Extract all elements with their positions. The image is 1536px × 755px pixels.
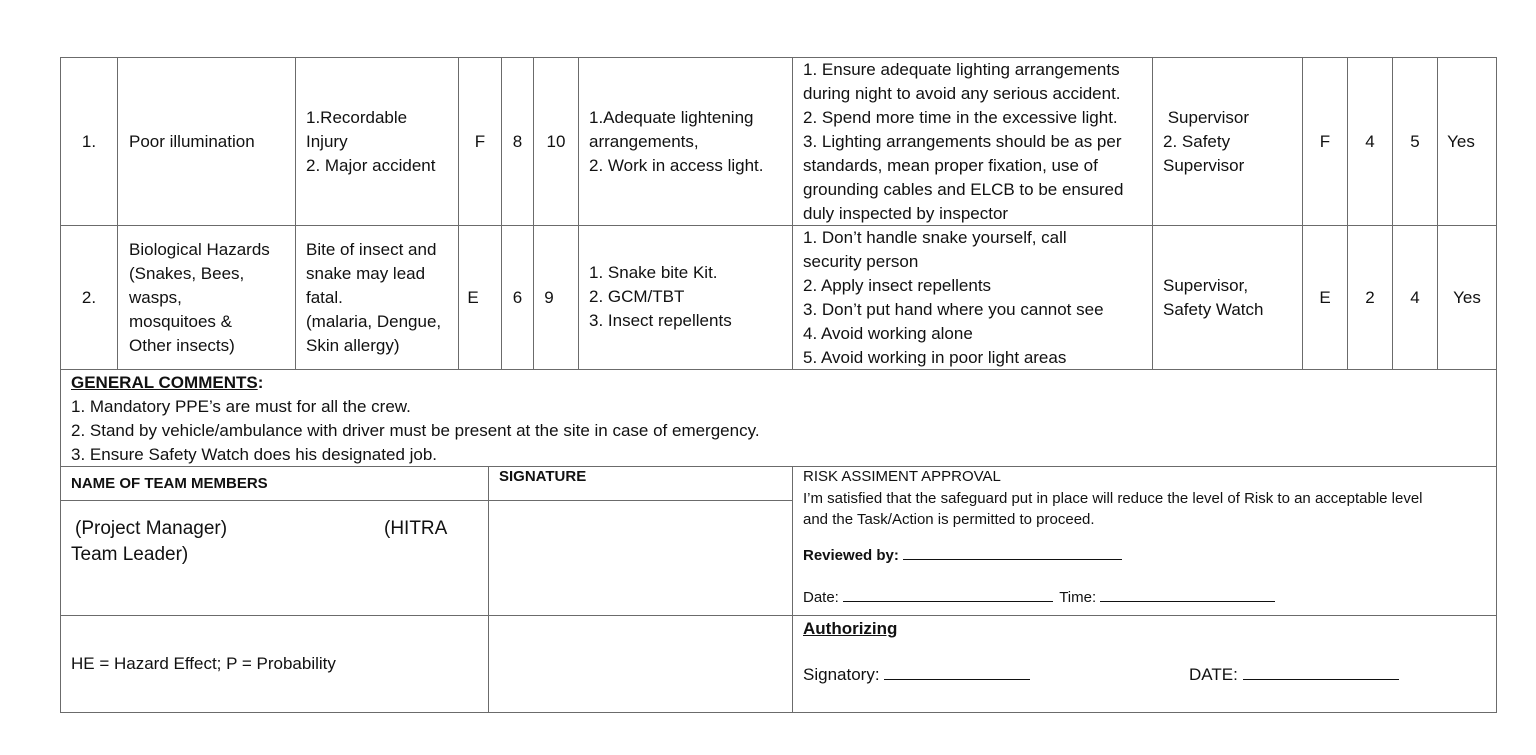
risk-value: 10 (546, 131, 566, 151)
signatory-line[interactable] (884, 663, 1030, 680)
date-time-field[interactable] (803, 585, 1275, 609)
time-label: Time: (1059, 589, 1097, 606)
team-member-project-manager: (Project Manager) (75, 518, 228, 539)
hazard-effect-cell: 1.Recordable Injury 2. Major accident (306, 107, 436, 175)
acceptable-value: Yes (1453, 287, 1481, 307)
date-label: Date: (803, 589, 839, 606)
team-members-header: NAME OF TEAM MEMBERS (71, 475, 268, 492)
comment-item: 3. Ensure Safety Watch does his designated job. (71, 445, 438, 464)
authorizing-heading: Authorizing (803, 619, 898, 638)
approval-header: RISK ASSIMENT APPROVAL (803, 468, 1001, 485)
responsible-cell: Supervisor 2. Safety Supervisor (1163, 107, 1249, 175)
authorizing-date-line[interactable] (1243, 663, 1399, 680)
responsible-cell: Supervisor, Safety Watch (1163, 275, 1264, 319)
approval-statement: and the Task/Action is permitted to proceed. (803, 511, 1095, 528)
residual-risk-value: 5 (1410, 131, 1420, 151)
p-value: 6 (512, 287, 523, 307)
additional-controls-cell: 1. Ensure adequate lighting arrangements during night to avoid any serious accident. 2. Spend more time in the excessive light. 3. Lighting arrangements should be as per standards, mean proper fixation, use of grounding cables and ELCB to be ensured duly inspected by inspector (803, 59, 1124, 223)
existing-controls-cell: 1. Snake bite Kit. 2. GCM/TBT 3. Insect repellents (589, 262, 732, 330)
authorizing-date-field[interactable] (1189, 663, 1399, 687)
additional-controls-cell: 1. Don’t handle snake yourself, call security person 2. Apply insect repellents 3. Don’t put hand where you cannot see 4. Avoid working alone 5. Avoid working in poor light areas (803, 227, 1104, 367)
residual-he-value: E (1319, 287, 1331, 307)
signatory-field[interactable] (803, 663, 1030, 687)
risk-value: 9 (544, 287, 554, 307)
legend-text: HE = Hazard Effect; P = Probability (71, 654, 336, 673)
existing-controls-cell: 1.Adequate lightening arrangements, 2. Work in access light. (589, 107, 764, 175)
authorizing-date-label: DATE: (1189, 665, 1238, 684)
residual-p-value: 4 (1365, 131, 1375, 151)
comment-item: 2. Stand by vehicle/ambulance with driver must be present at the site in case of emergency. (71, 421, 760, 440)
residual-he-value: F (1319, 131, 1331, 151)
residual-risk-value: 4 (1410, 287, 1420, 307)
he-value: F (474, 131, 486, 151)
signatory-label: Signatory: (803, 665, 880, 684)
p-value: 8 (512, 131, 523, 151)
signature-header: SIGNATURE (499, 468, 587, 485)
team-member-hitra-leader-cont: Team Leader) (71, 544, 189, 565)
approval-statement: I’m satisfied that the safeguard put in place will reduce the level of Risk to an acceptable level (803, 490, 1423, 507)
comments-heading: GENERAL COMMENTS: (71, 373, 264, 392)
row-number: 2. (81, 287, 97, 307)
acceptable-value: Yes (1447, 131, 1475, 151)
comment-item: 1. Mandatory PPE’s are must for all the crew. (71, 397, 411, 416)
reviewed-by-line[interactable] (903, 543, 1122, 560)
reviewed-by-field[interactable] (803, 543, 1122, 567)
residual-p-value: 2 (1365, 287, 1375, 307)
reviewed-by-label: Reviewed by: (803, 547, 899, 564)
time-line[interactable] (1100, 585, 1275, 602)
date-line[interactable] (843, 585, 1053, 602)
hazard-effect-cell: Bite of insect and snake may lead fatal. (malaria, Dengue, Skin allergy) (306, 239, 442, 355)
row-number: 1. (81, 131, 97, 151)
team-member-hitra-leader: (HITRA (384, 518, 448, 539)
he-value: E (467, 287, 479, 307)
hazard-cell: Poor illumination (129, 131, 255, 151)
hazard-cell: Biological Hazards (Snakes, Bees, wasps, mosquitoes & Other insects) (129, 239, 270, 355)
